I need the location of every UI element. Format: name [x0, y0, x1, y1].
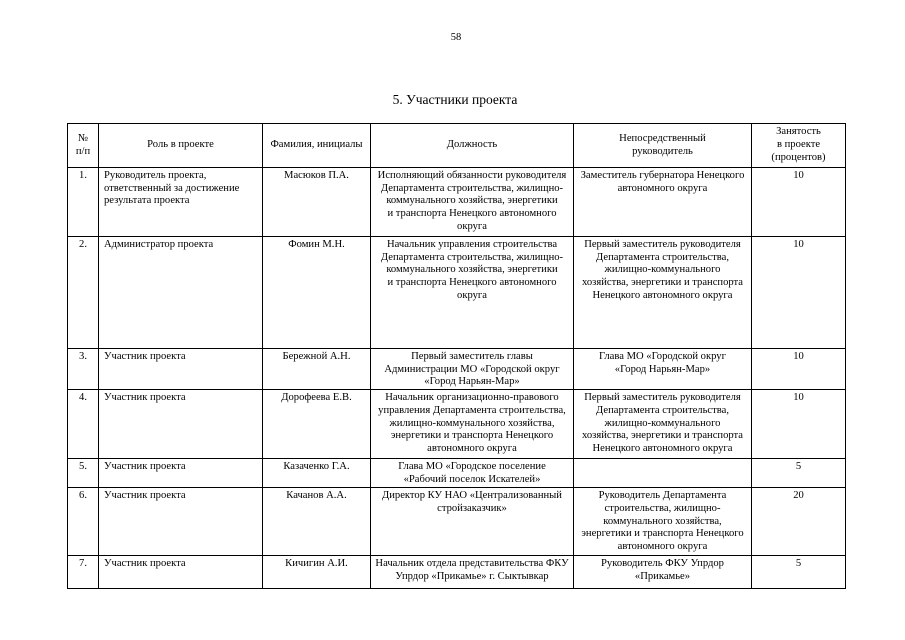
cell-num: 7. [68, 556, 99, 589]
header-num: № п/п [68, 124, 99, 168]
cell-position: Начальник организационно-правового управления Департамента строительства, жилищно-коммунального хозяйства, энергетики и транспорта Ненецкого автономного округа [371, 390, 574, 459]
cell-role: Участник проекта [99, 349, 263, 390]
cell-num: 1. [68, 168, 99, 237]
cell-supervisor: Руководитель ФКУ Упрдор «Прикамье» [574, 556, 752, 589]
cell-position: Начальник управления строительства Департамента строительства, жилищно- коммунального хозяйства, энергетики и транспорта Ненецкого автономного округа [371, 237, 574, 349]
cell-position: Исполняющий обязанности руководителя Департамента строительства, жилищно- коммунального хозяйства, энергетики и транспорта Ненецкого автономного округа [371, 168, 574, 237]
cell-position: Глава МО «Городское поселение «Рабочий поселок Искателей» [371, 459, 574, 488]
table-row [68, 237, 846, 349]
cell-role: Участник проекта [99, 556, 263, 589]
cell-load: 20 [752, 488, 846, 556]
page-number: 58 [450, 32, 462, 43]
cell-load: 5 [752, 556, 846, 589]
cell-name: Бережной А.Н. [263, 349, 371, 390]
cell-position: Директор КУ НАО «Централизованный стройзаказчик» [371, 488, 574, 556]
cell-role: Участник проекта [99, 459, 263, 488]
header-supervisor: Непосредственный руководитель [574, 124, 752, 168]
cell-supervisor [574, 459, 752, 488]
header-role: Роль в проекте [99, 124, 263, 168]
table-row [68, 459, 846, 488]
cell-role: Руководитель проекта, ответственный за достижение результата проекта [99, 168, 263, 237]
header-position: Должность [371, 124, 574, 168]
cell-name: Качанов А.А. [263, 488, 371, 556]
cell-load: 5 [752, 459, 846, 488]
cell-supervisor: Первый заместитель руководителя Департамента строительства, жилищно-коммунального хозяйства, энергетики и транспорта Ненецкого автономного округа [574, 390, 752, 459]
section-title: 5. Участники проекта [392, 92, 518, 107]
cell-supervisor: Первый заместитель руководителя Департамента строительства, жилищно-коммунального хозяйства, энергетики и транспорта Ненецкого автономного округа [574, 237, 752, 349]
cell-load: 10 [752, 390, 846, 459]
cell-role: Участник проекта [99, 488, 263, 556]
cell-num: 4. [68, 390, 99, 459]
table-header-row [68, 124, 846, 168]
header-name: Фамилия, инициалы [263, 124, 371, 168]
table-row [68, 168, 846, 237]
cell-load: 10 [752, 237, 846, 349]
cell-num: 6. [68, 488, 99, 556]
cell-role: Участник проекта [99, 390, 263, 459]
cell-supervisor: Руководитель Департамента строительства, жилищно- коммунального хозяйства, энергетики и транспорта Ненецкого автономного округа [574, 488, 752, 556]
cell-num: 2. [68, 237, 99, 349]
table-row [68, 349, 846, 390]
table-row [68, 488, 846, 556]
cell-name: Казаченко Г.А. [263, 459, 371, 488]
cell-position: Первый заместитель главы Администрации МО «Городской округ «Город Нарьян-Мар» [371, 349, 574, 390]
cell-load: 10 [752, 168, 846, 237]
cell-role: Администратор проекта [99, 237, 263, 349]
cell-name: Фомин М.Н. [263, 237, 371, 349]
table-row [68, 556, 846, 589]
cell-num: 3. [68, 349, 99, 390]
table-row [68, 390, 846, 459]
participants-table [67, 123, 846, 589]
cell-supervisor: Глава МО «Городской округ «Город Нарьян-Мар» [574, 349, 752, 390]
cell-name: Кичигин А.И. [263, 556, 371, 589]
cell-name: Масюков П.А. [263, 168, 371, 237]
cell-num: 5. [68, 459, 99, 488]
header-load: Занятость в проекте (процентов) [752, 124, 846, 168]
cell-name: Дорофеева Е.В. [263, 390, 371, 459]
cell-position: Начальник отдела представительства ФКУ Упрдор «Прикамье» г. Сыктывкар [371, 556, 574, 589]
cell-load: 10 [752, 349, 846, 390]
cell-supervisor: Заместитель губернатора Ненецкого автономного округа [574, 168, 752, 237]
